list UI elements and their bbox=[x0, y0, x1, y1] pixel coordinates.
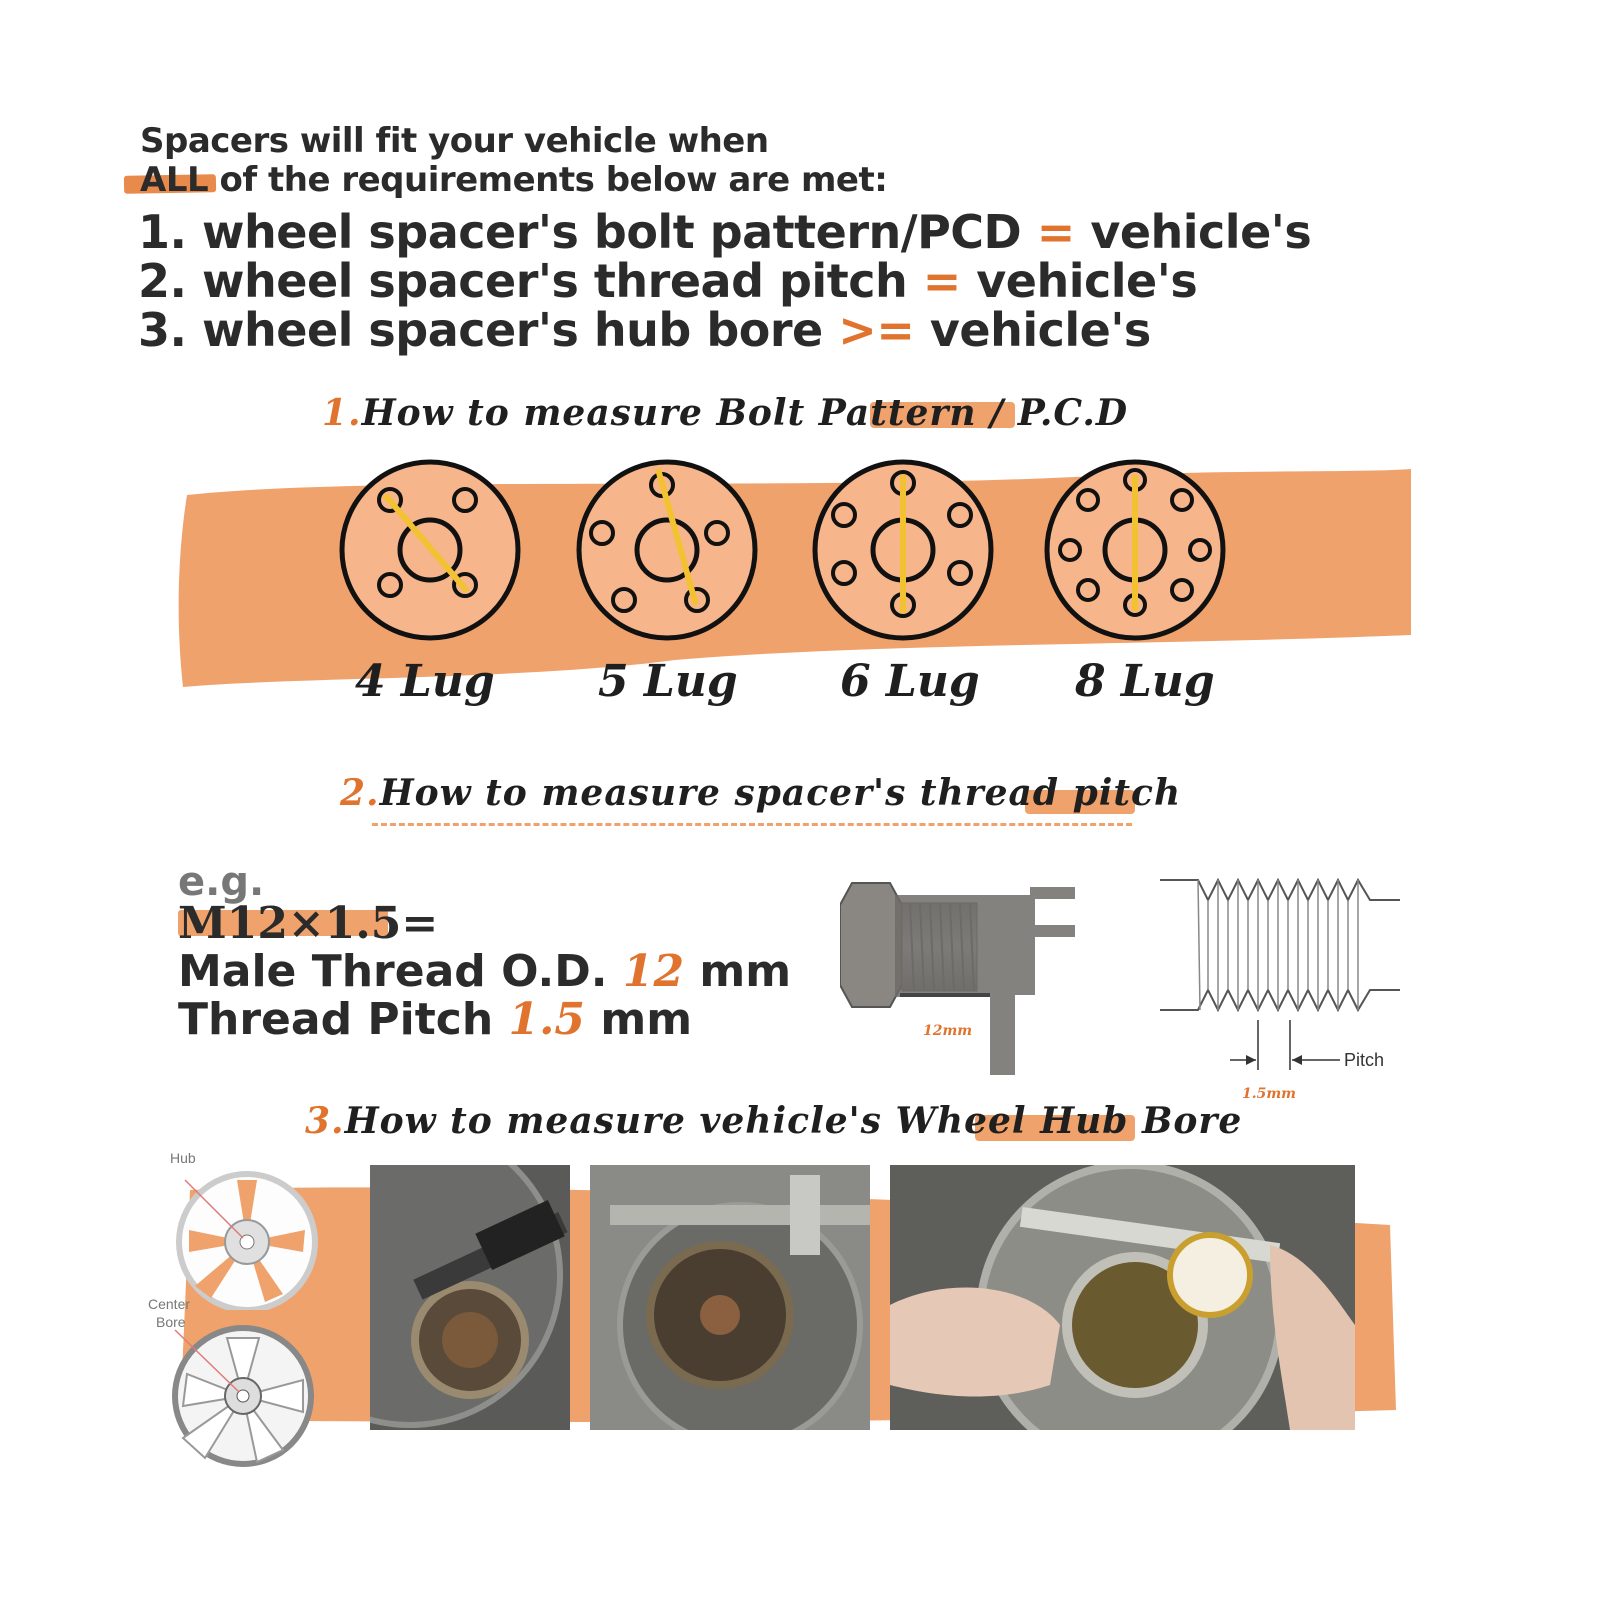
section3-number: 3. bbox=[305, 1100, 345, 1142]
requirement-number: 2. bbox=[138, 254, 187, 308]
requirement-symbol: = bbox=[1036, 205, 1075, 259]
section1-number: 1. bbox=[322, 392, 362, 434]
lug-8-diagram bbox=[1040, 455, 1230, 645]
requirement-3 bbox=[138, 303, 1311, 357]
center-bore-label-1: Center bbox=[148, 1296, 191, 1312]
section2-title-text: How to measure spacer's thread pitch bbox=[379, 772, 1182, 814]
thread-pitch-label: Thread Pitch bbox=[178, 994, 494, 1045]
requirements-list bbox=[138, 205, 1312, 357]
lug-8-label: 8 Lug bbox=[1075, 656, 1215, 707]
intro-line-2 bbox=[140, 161, 887, 200]
caliper-12mm-label: 12mm bbox=[923, 1023, 973, 1039]
intro-line-1: Spacers will fit your vehicle when bbox=[140, 121, 769, 161]
section1-title bbox=[322, 392, 1128, 434]
lug-5-label: 5 Lug bbox=[598, 656, 738, 707]
section3-title-text: How to measure vehicle's Wheel Hub Bore bbox=[344, 1100, 1243, 1142]
section2-number: 2. bbox=[340, 772, 380, 814]
example-code: M12×1.5= bbox=[178, 898, 439, 949]
pitch-arrows bbox=[1230, 1020, 1340, 1080]
requirement-end: vehicle's bbox=[1090, 205, 1312, 259]
intro-heading bbox=[140, 122, 887, 200]
pitch-diagram-value: 1.5mm bbox=[1242, 1086, 1296, 1102]
requirement-symbol: >= bbox=[838, 303, 915, 357]
requirement-text: wheel spacer's bolt pattern/PCD bbox=[202, 205, 1022, 259]
requirement-number: 3. bbox=[138, 303, 187, 357]
hub-photo-3 bbox=[890, 1165, 1355, 1430]
bolt-caliper-illustration bbox=[840, 875, 1100, 1075]
requirement-end: vehicle's bbox=[929, 303, 1151, 357]
example-prefix: e.g. bbox=[178, 859, 265, 905]
wheel-center-bore-diagram bbox=[165, 1320, 325, 1470]
requirement-1 bbox=[138, 205, 1312, 259]
lug-6-label: 6 Lug bbox=[840, 656, 980, 707]
requirement-end: vehicle's bbox=[976, 254, 1198, 308]
male-thread-label: Male Thread O.D. bbox=[178, 946, 608, 997]
thread-pitch-value: 1.5 bbox=[508, 994, 586, 1045]
pitch-diagram-label: Pitch bbox=[1344, 1050, 1385, 1070]
requirement-text: wheel spacer's thread pitch bbox=[202, 254, 908, 308]
lug-5-diagram bbox=[572, 455, 762, 645]
lug-6-diagram bbox=[808, 455, 998, 645]
male-thread-value: 12 bbox=[622, 946, 685, 997]
requirement-text: wheel spacer's hub bore bbox=[202, 303, 823, 357]
thread-pitch-unit: mm bbox=[600, 994, 693, 1045]
hub-photo-1 bbox=[370, 1165, 570, 1430]
male-thread-line bbox=[178, 948, 791, 996]
lug-4-diagram bbox=[335, 455, 525, 645]
hub-photo-2 bbox=[590, 1165, 870, 1430]
requirement-2 bbox=[138, 254, 1311, 308]
thread-pitch-line bbox=[178, 996, 692, 1044]
section1-title-text: How to measure Bolt Pattern / P.C.D bbox=[361, 392, 1129, 434]
section2-title bbox=[340, 772, 1181, 814]
center-bore-label-2: Bore bbox=[156, 1314, 186, 1330]
male-thread-unit: mm bbox=[699, 946, 792, 997]
thread-pitch-diagram bbox=[1160, 870, 1400, 1020]
section3-title bbox=[305, 1100, 1242, 1142]
hub-label: Hub bbox=[170, 1150, 196, 1166]
requirement-number: 1. bbox=[138, 205, 187, 259]
section2-dashed-underline bbox=[372, 823, 1132, 826]
lug-4-label: 4 Lug bbox=[355, 656, 495, 707]
intro-line-2-rest: of the requirements below are met: bbox=[208, 160, 888, 200]
intro-all-word: ALL bbox=[140, 160, 209, 200]
wheel-hub-diagram bbox=[165, 1160, 325, 1310]
requirement-symbol: = bbox=[922, 254, 961, 308]
